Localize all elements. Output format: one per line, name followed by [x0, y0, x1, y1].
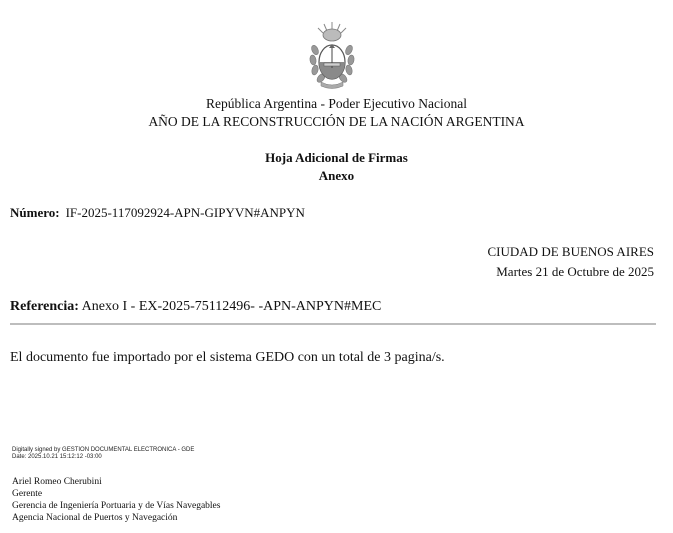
- signer-name: Ariel Romeo Cherubini: [12, 477, 102, 487]
- reference-value: Anexo I - EX-2025-75112496- -APN-ANPYN#MEC: [81, 299, 382, 314]
- digital-signature-date: Date: 2025.10.21 15:12:12 -03:00: [12, 454, 102, 460]
- document-title: Hoja Adicional de Firmas: [265, 150, 408, 165]
- body-text: El documento fue importado por el sistema GEDO con un total de 3 pagina/s.: [10, 350, 445, 365]
- signer-position: Gerente: [12, 489, 43, 499]
- signer-department: Gerencia de Ingeniería Portuaria y de Vías Navegables: [12, 501, 221, 511]
- header-year-motto: AÑO DE LA RECONSTRUCCIÓN DE LA NACIÓN ARGENTINA: [148, 114, 525, 129]
- document-subtitle: Anexo: [318, 168, 355, 183]
- document-number-value: IF-2025-117092924-APN-GIPYVN#ANPYN: [65, 205, 305, 220]
- reference-label: Referencia:: [10, 299, 79, 314]
- reference: [10, 299, 381, 315]
- signer-agency: Agencia Nacional de Puertos y Navegación: [12, 513, 178, 523]
- digital-signature-by: Digitally signed by GESTION DOCUMENTAL ELECTRONICA - GDE: [12, 447, 195, 453]
- document-number-label: Número:: [10, 205, 60, 220]
- location-date: Martes 21 de Octubre de 2025: [496, 264, 654, 279]
- location-city: CIUDAD DE BUENOS AIRES: [487, 244, 654, 259]
- document-number: [10, 205, 305, 221]
- header-government-name: República Argentina - Poder Ejecutivo Nacional: [205, 96, 468, 111]
- divider: [10, 323, 656, 325]
- coat-of-arms-icon: [307, 20, 357, 92]
